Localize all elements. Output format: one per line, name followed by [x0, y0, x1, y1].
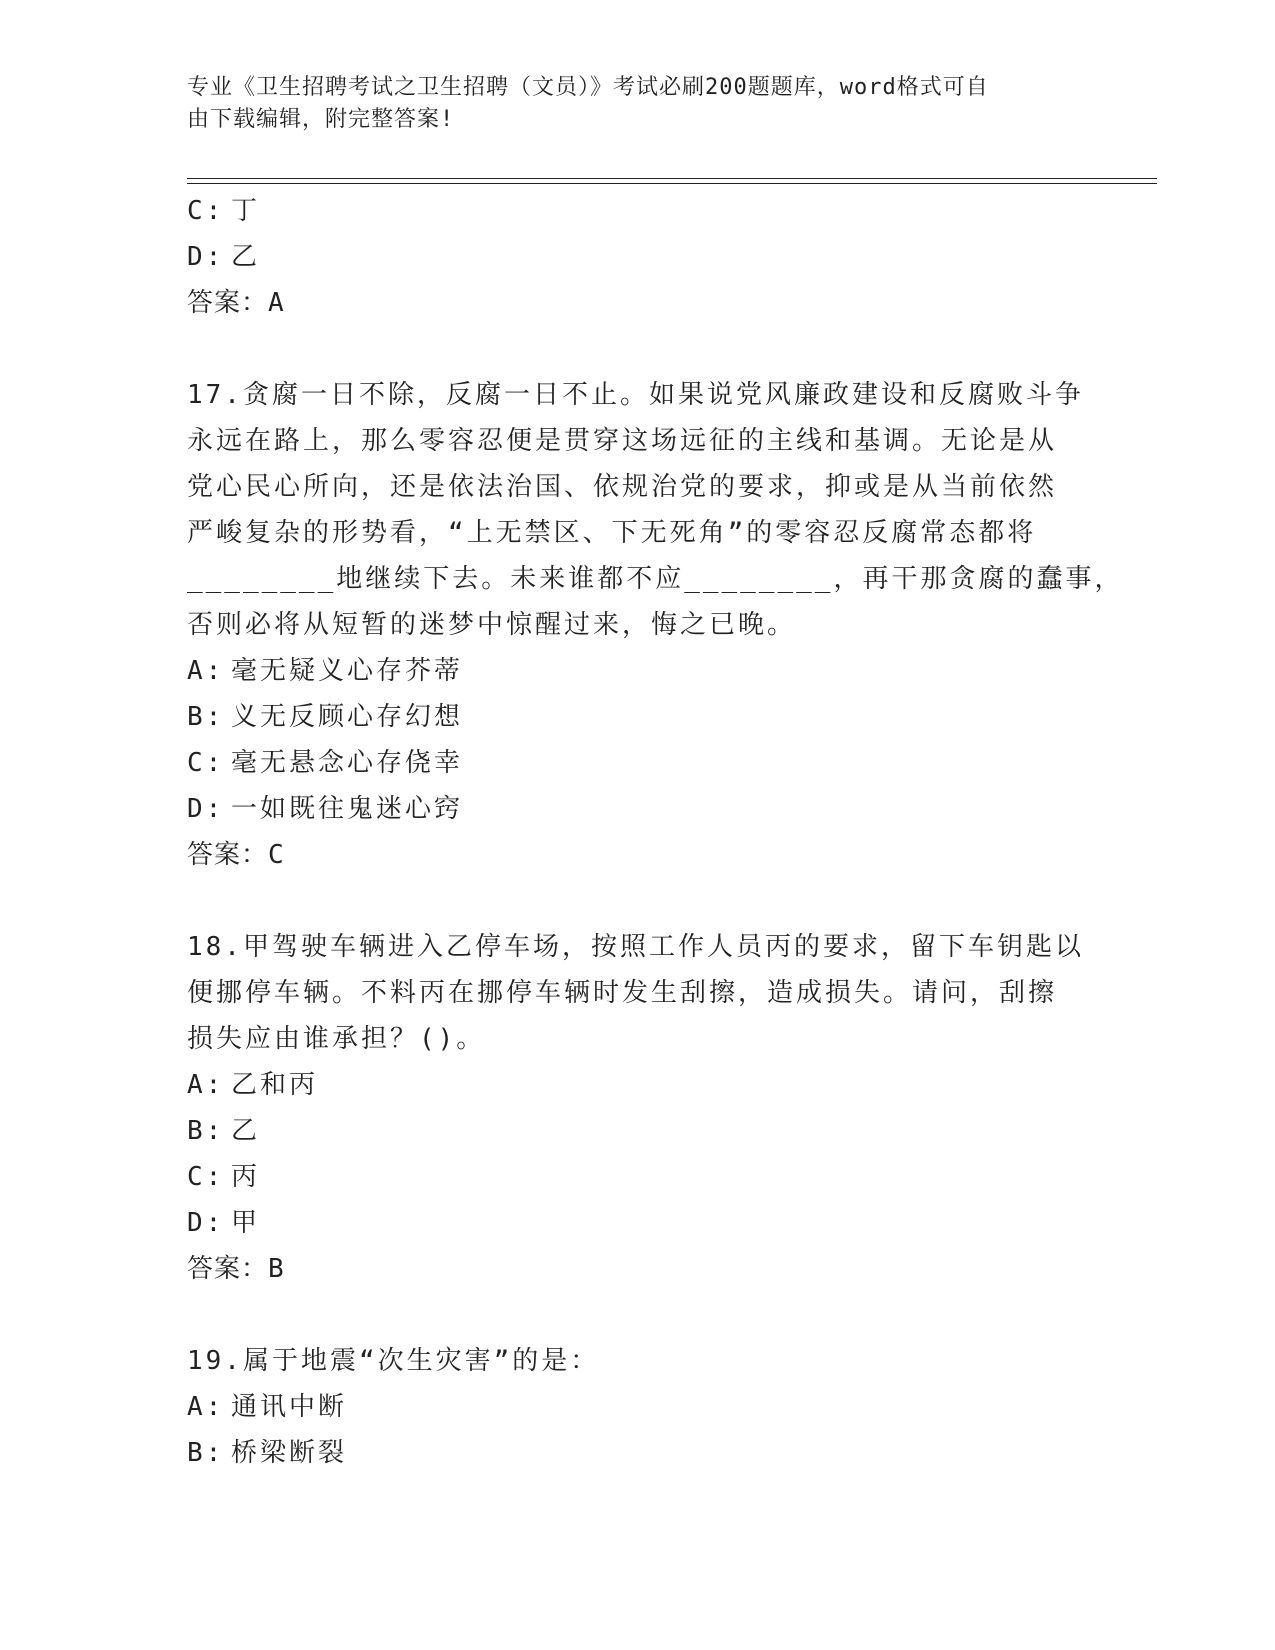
option-text: 桥梁断裂 — [231, 1438, 348, 1468]
stem-line: 17.贪腐一日不除，反腐一日不止。如果说党风廉政建设和反腐败斗争 — [187, 380, 1084, 410]
option-text: 义无反顾心存幻想 — [231, 702, 464, 732]
option-text: 丁 — [231, 196, 261, 226]
question-stem — [187, 372, 1124, 648]
stem-line: 19.属于地震“次生灾害”的是： — [187, 1346, 600, 1376]
option-letter: C: — [187, 196, 225, 226]
option-letter: C: — [187, 1162, 225, 1192]
option-letter: B: — [187, 1116, 225, 1146]
question-19 — [187, 1338, 1087, 1476]
option-b — [187, 1108, 1087, 1154]
question-18 — [187, 924, 1087, 1292]
question-stem — [187, 1338, 1087, 1384]
option-letter: B: — [187, 1438, 225, 1468]
stem-line: 永远在路上，那么零容忍便是贯穿这场远征的主线和基调。无论是从 — [187, 426, 1058, 456]
question-list — [187, 188, 1124, 1476]
answer-label: 答案： — [187, 288, 269, 318]
header-line-1: 专业《卫生招聘考试之卫生招聘（文员）》考试必刷200题题库，word格式可自 — [187, 75, 989, 100]
option-letter: B: — [187, 702, 225, 732]
option-c — [187, 188, 1087, 234]
option-text: 乙 — [231, 242, 261, 272]
spacer — [187, 326, 1087, 372]
option-text: 丙 — [231, 1162, 261, 1192]
option-letter: D: — [187, 1208, 225, 1238]
option-letter: D: — [187, 242, 225, 272]
option-letter: C: — [187, 748, 225, 778]
answer-value: A — [268, 288, 285, 318]
option-letter: A: — [187, 1070, 225, 1100]
option-a — [187, 1384, 1087, 1430]
option-text: 毫无疑义心存芥蒂 — [231, 656, 464, 686]
header-rule-bottom — [187, 183, 1157, 184]
spacer — [187, 878, 1087, 924]
answer-value: C — [268, 840, 285, 870]
stem-line: 党心民心所向，还是依法治国、依规治党的要求，抑或是从当前依然 — [187, 472, 1058, 502]
option-text: 通讯中断 — [231, 1392, 348, 1422]
option-text: 毫无悬念心存侥幸 — [231, 748, 464, 778]
answer-line — [187, 280, 1087, 326]
option-d — [187, 786, 1087, 832]
prev-question — [187, 188, 1087, 326]
option-text: 乙 — [231, 1116, 261, 1146]
answer-value: B — [268, 1254, 285, 1284]
option-letter: A: — [187, 656, 225, 686]
option-text: 甲 — [231, 1208, 261, 1238]
option-a — [187, 1062, 1087, 1108]
option-d — [187, 1200, 1087, 1246]
document-header — [187, 72, 1067, 136]
answer-label: 答案： — [187, 840, 269, 870]
stem-line: 严峻复杂的形势看，“上无禁区、下无死角”的零容忍反腐常态都将 — [187, 518, 1037, 548]
question-17 — [187, 372, 1124, 878]
option-letter: D: — [187, 794, 225, 824]
option-text: 乙和丙 — [231, 1070, 319, 1100]
option-a — [187, 648, 1087, 694]
option-c — [187, 1154, 1087, 1200]
stem-line: 否则必将从短暂的迷梦中惊醒过来，悔之已晚。 — [187, 610, 797, 640]
answer-line — [187, 832, 1087, 878]
stem-line: ________地继续下去。未来谁都不应________，再干那贪腐的蠢事， — [187, 564, 1124, 594]
spacer — [187, 1292, 1087, 1338]
option-c — [187, 740, 1087, 786]
answer-line — [187, 1246, 1087, 1292]
option-b — [187, 1430, 1087, 1476]
option-b — [187, 694, 1087, 740]
option-text: 一如既往鬼迷心窍 — [231, 794, 464, 824]
option-d — [187, 234, 1087, 280]
question-stem — [187, 924, 1087, 1062]
header-rule-top — [187, 178, 1157, 179]
answer-label: 答案： — [187, 1254, 269, 1284]
stem-line: 18.甲驾驶车辆进入乙停车场，按照工作人员丙的要求，留下车钥匙以 — [187, 932, 1084, 962]
header-line-2: 由下载编辑，附完整答案! — [187, 107, 455, 132]
stem-line: 损失应由谁承担？()。 — [187, 1024, 486, 1054]
option-letter: A: — [187, 1392, 225, 1422]
stem-line: 便挪停车辆。不料丙在挪停车辆时发生刮擦，造成损失。请问，刮擦 — [187, 978, 1058, 1008]
